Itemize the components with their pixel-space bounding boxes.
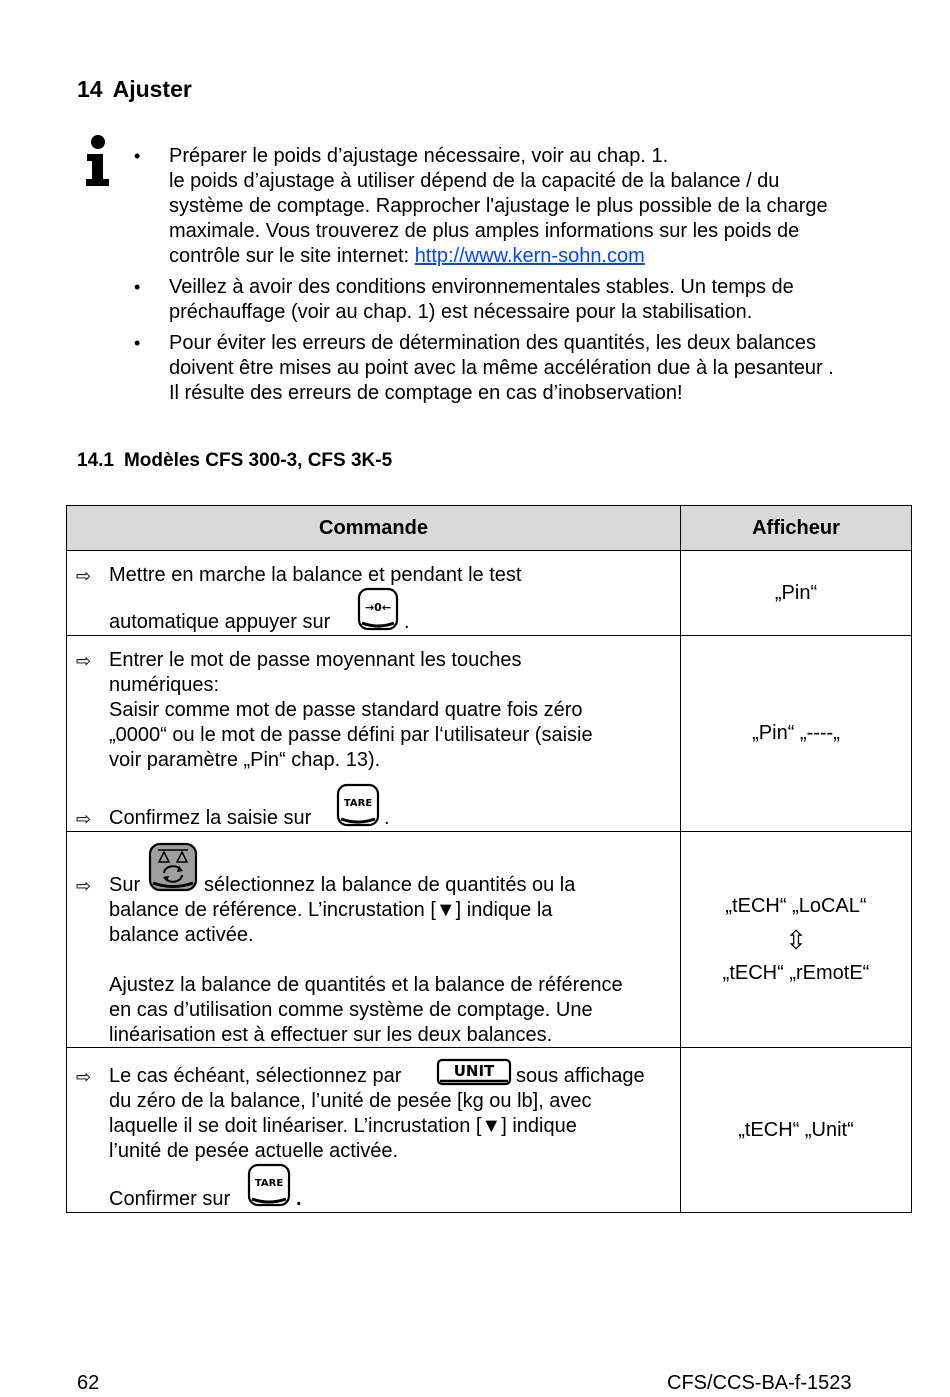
bullet-item: • Veillez à avoir des conditions environnementales stables. Un temps de préchauffage (voir au chap. 1) est nécessaire pour la stabilisation. (134, 276, 794, 323)
table-row: ⇨ Mettre en marche la balance et pendant le test automatique appuyer sur →0← . „Pin“ (67, 550, 911, 635)
subsection-number: 14.1 (77, 450, 114, 471)
display-value: „tECH“ „Unit“ (738, 1118, 854, 1141)
table-row: ⇨ Sur sélectionnez la balance de quantités ou la balance de référence. L’incrustation [▼] indique la balance activée. Ajustez la balance de quantités et la balance de référence en cas d’utilisation comme système de comptage. Une linéarisation est à effectuer sur les deux balances. „tECH“ „LoCAL“ ⇳ „tECH“ „rEmotE“ (67, 831, 911, 1047)
display-value: „Pin“ „----„ (752, 722, 840, 744)
display-value: „tECH“ „rEmotE“ (722, 961, 870, 984)
info-icon (82, 134, 114, 188)
unit-key-icon (436, 1058, 512, 1086)
tare-key-icon (247, 1163, 291, 1207)
arrow-icon: ⇨ (76, 1067, 92, 1087)
table-row: ⇨ Entrer le mot de passe moyennant les touches numériques: Saisir comme mot de passe standard quatre fois zéro „0000“ ou le mot de passe défini par l‘utilisateur (saisie voir paramètre „Pin“ chap. 13). ⇨ Confirmez la saisie sur TARE . „Pin“ „----„ (67, 635, 911, 831)
svg-text:TARE: TARE (343, 798, 373, 809)
section-title: Ajuster (112, 76, 192, 102)
tare-key-icon (336, 783, 380, 827)
subsection-heading (77, 450, 392, 472)
bullet-item: • Pour éviter les erreurs de détermination des quantités, les deux balances doivent être mises au point avec la même accélération due à la pesanteur . Il résulte des erreurs de comptage en cas d’inobservation! (134, 332, 834, 404)
section-number: 14 (77, 76, 103, 102)
subsection-title: Modèles CFS 300-3, CFS 3K-5 (123, 450, 393, 471)
display-value: „tECH“ „LoCAL“ (725, 894, 867, 917)
adjustment-table (66, 505, 912, 1213)
arrow-icon: ⇨ (76, 651, 92, 671)
arrow-icon: ⇨ (76, 566, 92, 586)
arrow-icon: ⇨ (76, 876, 92, 896)
svg-text:UNIT: UNIT (453, 1062, 495, 1080)
zero-key-icon (357, 587, 399, 631)
up-down-arrow-icon: ⇳ (785, 924, 807, 955)
display-value: „Pin“ (774, 581, 818, 604)
section-heading (77, 76, 192, 103)
bullet-item: • Préparer le poids d’ajustage nécessaire, voir au chap. 1. le poids d’ajustage à utiliser dépend de la capacité de la balance / du système de comptage. Rapprocher l'ajustage le plus possible de la charge maximale. Vous trouverez de plus amples informations sur les poids de contrôle sur le site internet: http://www.kern-sohn.com (134, 145, 828, 267)
column-header-display: Afficheur (752, 516, 840, 539)
svg-text:TARE: TARE (254, 1178, 284, 1189)
info-bullet-list (134, 144, 914, 412)
table-header-row (67, 506, 911, 550)
scale-switch-key-icon (148, 842, 198, 892)
page-number: 62 (77, 1372, 100, 1394)
arrow-icon: ⇨ (76, 809, 92, 829)
kern-sohn-link[interactable]: http://www.kern-sohn.com (414, 245, 645, 267)
column-header-command: Commande (67, 506, 681, 550)
svg-text:→0←: →0← (364, 601, 392, 614)
table-row: ⇨ Le cas échéant, sélectionnez par UNIT sous affichage du zéro de la balance, l’unité de pesée [kg ou lb], avec laquelle il se doit linéariser. L’incrustation [▼] indique l’unité de pesée actuelle activée. Confirmer sur TARE . „tECH“ „Unit“ (67, 1047, 911, 1212)
document-code: CFS/CCS-BA-f-1523 (667, 1372, 852, 1394)
